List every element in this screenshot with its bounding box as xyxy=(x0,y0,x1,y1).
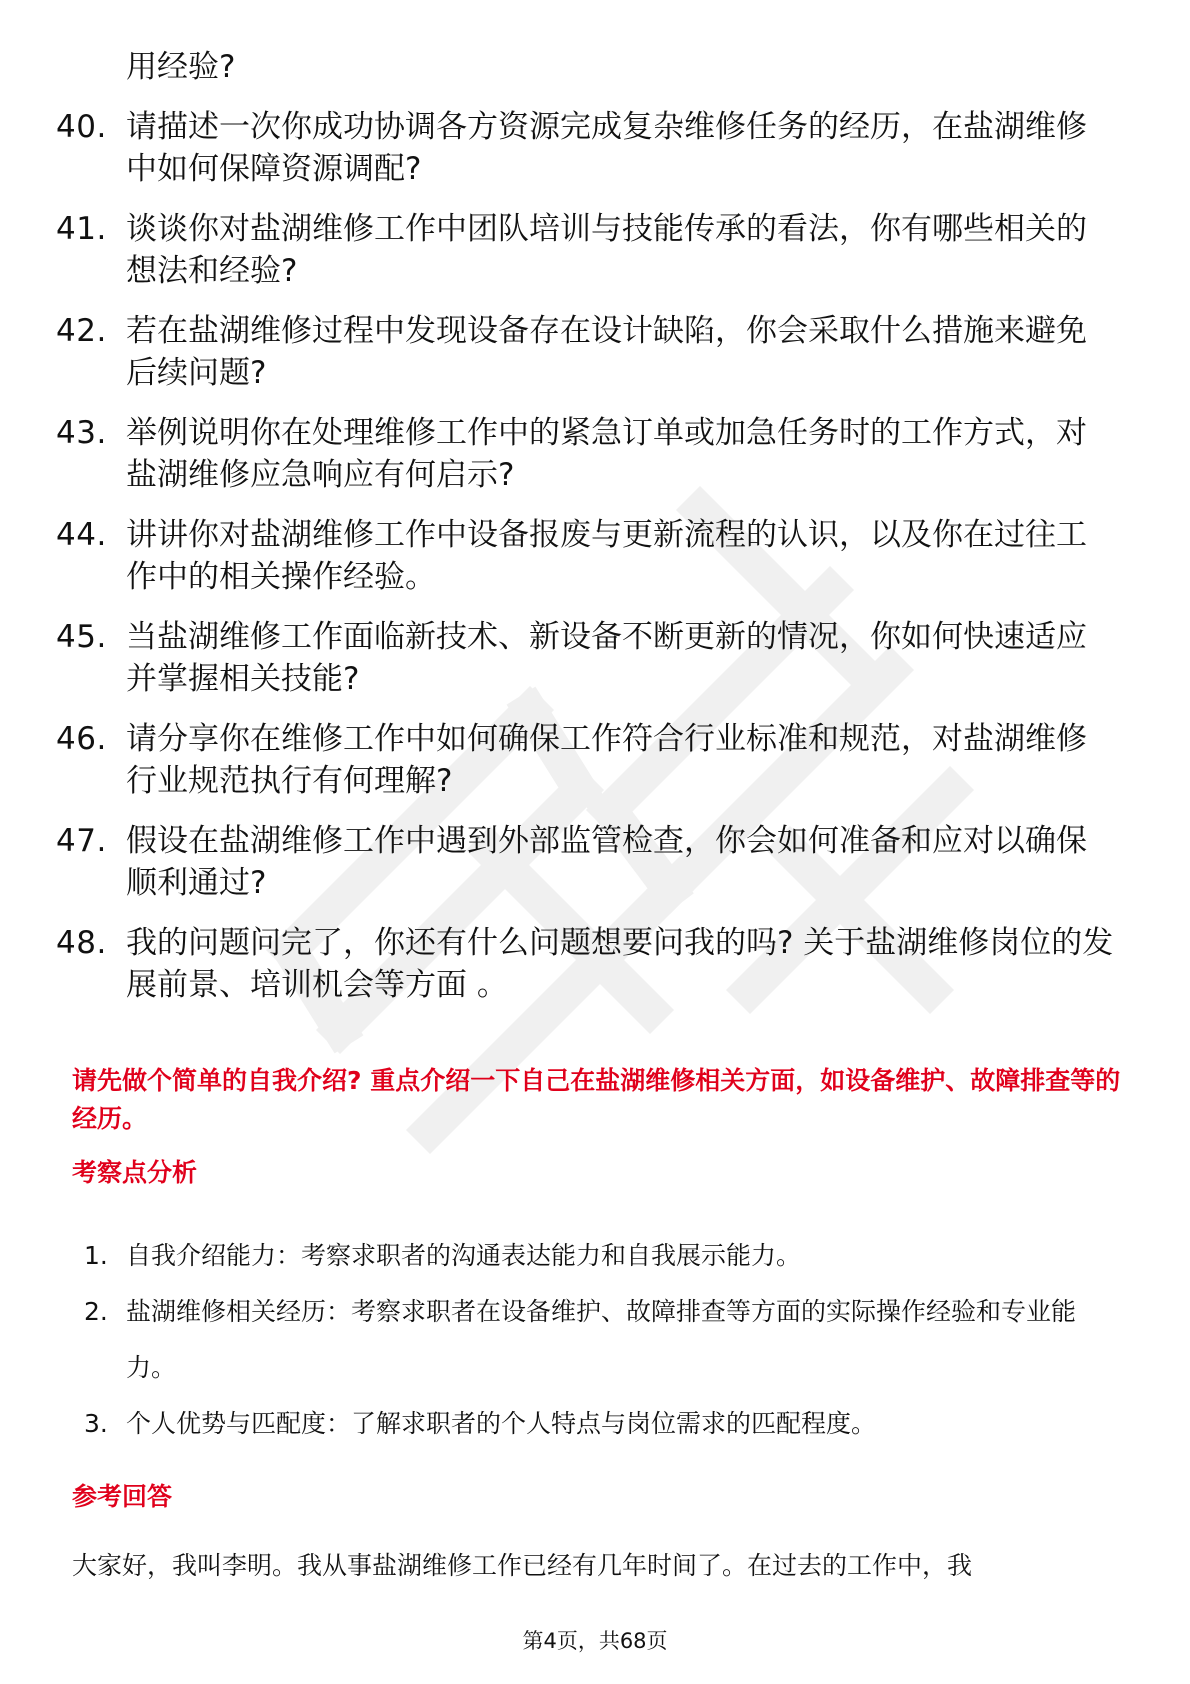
question-item-47 xyxy=(56,820,1116,904)
question-text: 当盐湖维修工作面临新技术、新设备不断更新的情况，你如何快速适应并掌握相关技能? xyxy=(126,619,1087,697)
question-text: 我的问题问完了，你还有什么问题想要问我的吗? 关于盐湖维修岗位的发展前景、培训机会等方面 。 xyxy=(126,925,1114,1003)
question-number: 43. xyxy=(56,415,107,451)
question-number: 40. xyxy=(56,109,107,145)
question-item-46 xyxy=(56,718,1116,802)
question-text: 若在盐湖维修过程中发现设备存在设计缺陷，你会采取什么措施来避免后续问题? xyxy=(126,313,1087,391)
question-number: 46. xyxy=(56,721,107,757)
analysis-point-list xyxy=(84,1228,1124,1452)
question-text: 讲讲你对盐湖维修工作中设备报废与更新流程的认识，以及你在过往工作中的相关操作经验。 xyxy=(126,517,1087,595)
analysis-point xyxy=(84,1396,1124,1452)
question-item-40 xyxy=(56,106,1116,190)
question-item-45 xyxy=(56,616,1116,700)
analysis-point-text: 盐湖维修相关经历：考察求职者在设备维护、故障排查等方面的实际操作经验和专业能力。 xyxy=(126,1297,1077,1382)
question-text: 假设在盐湖维修工作中遇到外部监管检查，你会如何准备和应对以确保顺利通过? xyxy=(126,823,1087,901)
question-number: 48. xyxy=(56,925,107,961)
analysis-point-text: 个人优势与匹配度：了解求职者的个人特点与岗位需求的匹配程度。 xyxy=(126,1409,877,1438)
question-item-44 xyxy=(56,514,1116,598)
question-item-41 xyxy=(56,208,1116,292)
analysis-point xyxy=(84,1228,1124,1284)
question-item-43 xyxy=(56,412,1116,496)
question-number: 42. xyxy=(56,313,107,349)
question-text: 请分享你在维修工作中如何确保工作符合行业标准和规范，对盐湖维修行业规范执行有何理解? xyxy=(126,721,1087,799)
question-number: 41. xyxy=(56,211,107,247)
question-item-continued xyxy=(56,46,1116,88)
question-text: 谈谈你对盐湖维修工作中团队培训与技能传承的看法，你有哪些相关的想法和经验? xyxy=(126,211,1087,289)
question-text: 举例说明你在处理维修工作中的紧急订单或加急任务时的工作方式，对盐湖维修应急响应有何启示? xyxy=(126,415,1087,493)
question-list xyxy=(56,46,1116,1024)
question-text: 用经验? xyxy=(126,49,236,85)
question-item-48 xyxy=(56,922,1116,1006)
analysis-point xyxy=(84,1284,1124,1396)
question-text: 请描述一次你成功协调各方资源完成复杂维修任务的经历，在盐湖维修中如何保障资源调配? xyxy=(126,109,1087,187)
page-footer: 第4页，共68页 xyxy=(522,1629,668,1653)
question-headline: 请先做个简单的自我介绍? 重点介绍一下自己在盐湖维修相关方面，如设备维护、故障排查等的经历。 xyxy=(72,1066,1121,1133)
question-number: 45. xyxy=(56,619,107,655)
analysis-point-number: 2. xyxy=(84,1297,108,1326)
analysis-point-number: 1. xyxy=(84,1241,108,1270)
question-number: 47. xyxy=(56,823,107,859)
answer-paragraph: 大家好，我叫李明。我从事盐湖维修工作已经有几年时间了。在过去的工作中，我 xyxy=(72,1551,973,1580)
answer-section-title: 参考回答 xyxy=(72,1482,173,1511)
analysis-point-number: 3. xyxy=(84,1409,108,1438)
analysis-point-text: 自我介绍能力：考察求职者的沟通表达能力和自我展示能力。 xyxy=(126,1241,802,1270)
analysis-section-title: 考察点分析 xyxy=(72,1158,198,1187)
question-number: 44. xyxy=(56,517,107,553)
question-item-42 xyxy=(56,310,1116,394)
